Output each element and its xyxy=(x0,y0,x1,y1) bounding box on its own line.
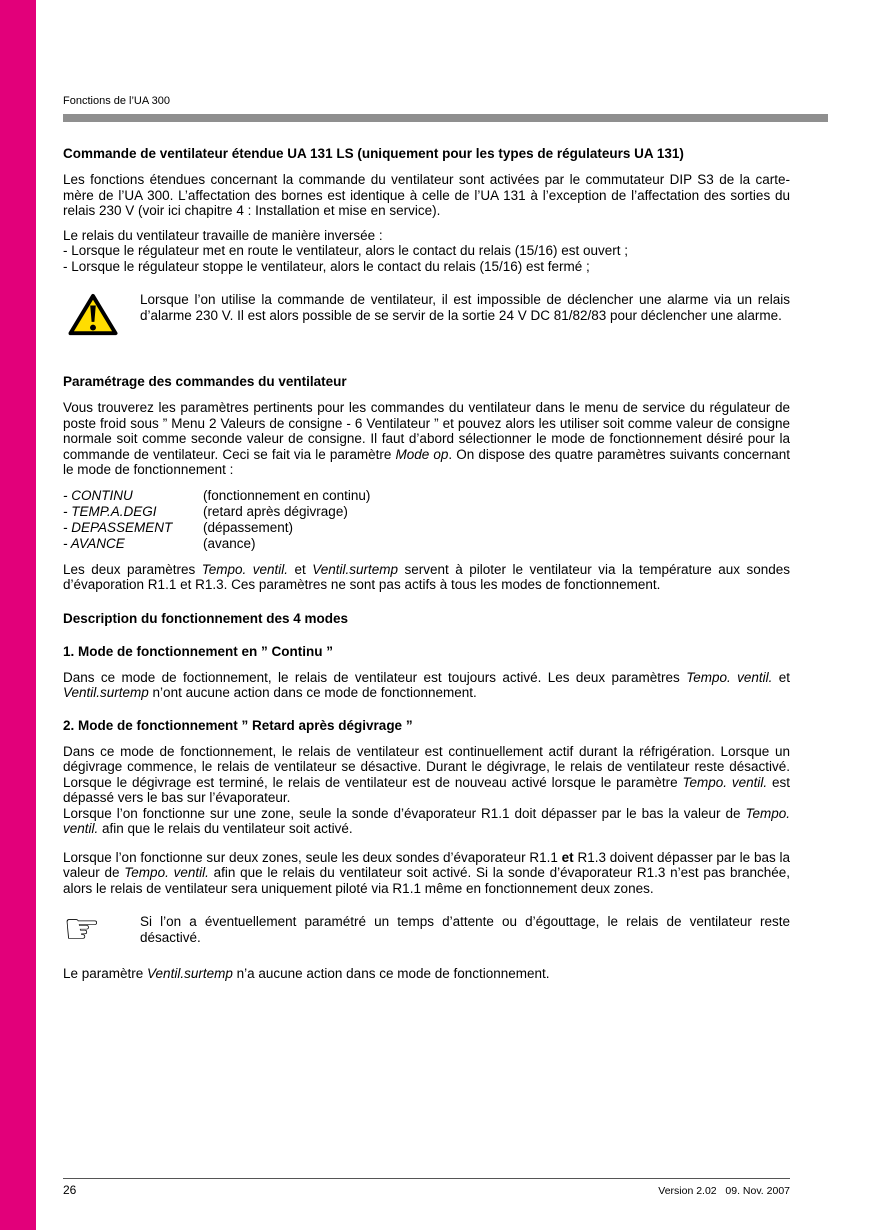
mode-list xyxy=(63,488,790,552)
page-content xyxy=(63,0,790,982)
warning-note xyxy=(63,292,790,338)
footer-rule xyxy=(63,1178,790,1179)
hand-icon-cell xyxy=(63,904,140,953)
page-number: 26 xyxy=(63,1183,77,1197)
page-footer xyxy=(63,1178,790,1197)
relay-intro-line: Le relais du ventilateur travaille de manière inversée : xyxy=(63,227,383,243)
relay-bullet-line: - Lorsque le régulateur met en route le ventilateur, alors le contact du relais (15/16) est ouvert ; xyxy=(63,243,629,258)
paragraph-intro: Les fonctions étendues concernant la commande du ventilateur sont activées par le commutateur DIP S3 de la carte-mère de l’UA 300. L’affectation des bornes est identique à celle de l’UA 131 à l’exception de l’affectation des sorties du relais 230 V (voir ici chapitre 4 : Installation et mise en service). xyxy=(63,172,790,218)
warning-text: Lorsque l’on utilise la commande de ventilateur, il est impossible de déclencher une alarme via un relais d’alarme 230 V. Il est alors possible de se servir de la sortie 24 V DC 81/82/83 pour déclencher une alarme. xyxy=(140,292,790,323)
hand-note-text: Si l’on a éventuellement paramétré un temps d’attente ou d’égouttage, le relais de ventilateur reste désactivé. xyxy=(140,914,790,945)
section-title-main: Commande de ventilateur étendue UA 131 LS (uniquement pour les types de régulateurs UA 131) xyxy=(63,146,684,161)
relay-bullet-line: - Lorsque le régulateur stoppe le ventilateur, alors le contact du relais (15/16) est fermé ; xyxy=(63,258,590,274)
relay-behavior-block xyxy=(63,228,790,275)
mode-name: - TEMP.A.DEGI xyxy=(63,503,157,519)
paragraph-parametrage: Vous trouverez les paramètres pertinents pour les commandes du ventilateur dans le menu de service du régulateur de poste froid sous ” Menu 2 Valeurs de consigne - 6 Ventilateur ” et pouvez alors les utiliser soit comme valeur de consigne normale soit comme seconde valeur de consigne. Il faut d’abord sélectionner le mode de fonctionnement désiré pour la commande de ventilateur. Ceci se fait via le paramètre Mode op. On dispose des quatre paramètres suivants concernant le mode de fonctionnement : xyxy=(63,400,790,477)
section-title-description: Description du fonctionnement des 4 modes xyxy=(63,610,349,626)
warning-icon-cell xyxy=(63,292,140,338)
mode2-paragraph-2: Lorsque l’on fonctionne sur deux zones, seule les deux sondes d’évaporateur R1.1 et R1.3 doivent dépasser par le bas la valeur de Tempo. ventil. afin que le relais du ventilateur soit activé. Si la sonde d’évaporateur R1.3 n’est pas branchée, alors le relais de ventilateur sera uniquement piloté via R1.1 même en fonctionnement deux zones. xyxy=(63,849,791,896)
mode-desc: (retard après dégivrage) xyxy=(203,503,348,519)
mode2-paragraph-1: Dans ce mode de fonctionnement, le relais de ventilateur est continuellement actif durant la réfrigération. Lorsque un dégivrage commence, le relais de ventilateur se désactive. Durant le dégivrage, le relais de ventilateur reste désactivé. Lorsque le dégivrage est terminé, le relais de ventilateur est de nouveau activé lorsque le paramètre Tempo. ventil. est dépassé vers le bas sur l’évaporateur. Lorsque l’on fonctionne sur une zone, seule la sonde d’évaporateur R1.1 doit dépasser par le bas la valeur de Tempo. ventil. afin que le relais du ventilateur soit activé. xyxy=(63,743,791,836)
paragraph-parameters: Les deux paramètres Tempo. ventil. et Ventil.surtemp servent à piloter le ventilateur via la température aux sondes d’évaporation R1.1 et R1.3. Ces paramètres ne sont pas actifs à tous les modes de fonctionnement. xyxy=(63,561,791,592)
mode1-paragraph: Dans ce mode de foctionnement, le relais de ventilateur est toujours activé. Les deux paramètres Tempo. ventil. et Ventil.surtemp n’ont aucune action dans ce mode de fonctionnement. xyxy=(63,669,790,700)
warning-triangle-icon xyxy=(67,292,119,338)
mode-list-row xyxy=(63,520,790,536)
mode-name: - CONTINU xyxy=(63,487,133,503)
hand-note xyxy=(63,904,790,953)
mode-list-row xyxy=(63,488,790,504)
mode-name: - AVANCE xyxy=(63,535,125,551)
mode-list-row xyxy=(63,504,790,520)
version-info: Version 2.02 09. Nov. 2007 xyxy=(658,1185,790,1197)
magenta-edge-bar xyxy=(0,0,36,1230)
mode-desc: (dépassement) xyxy=(203,519,294,535)
header-rule xyxy=(63,114,828,122)
mode-desc: (fonctionnement en continu) xyxy=(203,487,371,503)
paragraph-final: Le paramètre Ventil.surtemp n’a aucune action dans ce mode de fonctionnement. xyxy=(63,966,550,981)
pointing-hand-icon: ☞ xyxy=(63,904,101,953)
mode-desc: (avance) xyxy=(203,535,256,551)
mode-list-row xyxy=(63,536,790,552)
mode-name: - DEPASSEMENT xyxy=(63,519,173,535)
section-title-parametrage: Paramétrage des commandes du ventilateur xyxy=(63,374,347,389)
running-header: Fonctions de l’UA 300 xyxy=(63,95,171,107)
mode2-title: 2. Mode de fonctionnement ” Retard après dégivrage ” xyxy=(63,717,413,733)
mode1-title: 1. Mode de fonctionnement en ” Continu ” xyxy=(63,643,333,659)
